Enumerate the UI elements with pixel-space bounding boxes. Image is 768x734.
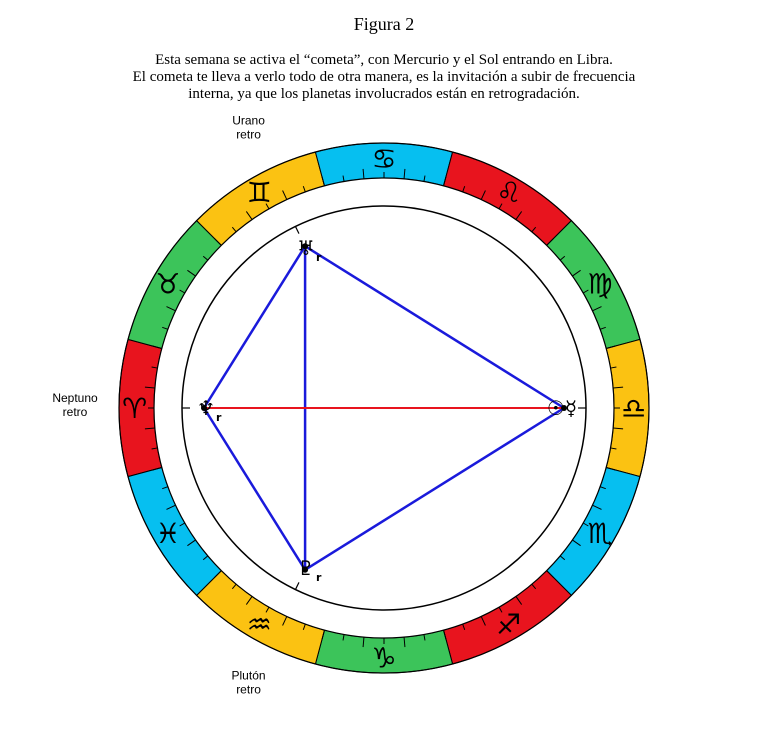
sign-glyph-icon: ♐ — [496, 608, 522, 642]
uranus-label: retro — [236, 127, 261, 142]
sun-mercury-icon: ☉☿ — [546, 396, 578, 420]
sign-glyph-icon: ♈ — [121, 392, 148, 425]
caption-line: interna, ya que los planetas involucrados están en retrogradación. — [188, 86, 580, 102]
pluto-label: Plutón — [231, 668, 266, 683]
uranus-label: Urano — [232, 113, 265, 128]
neptune-icon: ♆ — [197, 396, 215, 420]
caption-line: El cometa te lleva a verlo todo de otra manera, es la invitación a subir de frecuencia — [132, 69, 636, 85]
sign-glyph-icon: ♒ — [246, 608, 272, 642]
pluto-icon: ♇ — [297, 555, 315, 580]
neptune-label: retro — [62, 405, 88, 419]
uranus-icon: ♅ — [297, 236, 315, 261]
sign-glyph-icon: ♉ — [155, 267, 181, 301]
pluto-retro-mark: r — [315, 570, 322, 584]
caption-line: Esta semana se activa el “cometa”, con Mercurio y el Sol entrando en Libra. — [155, 52, 613, 68]
sign-glyph-icon: ♏ — [587, 516, 613, 550]
sign-glyph-icon: ♎ — [620, 392, 647, 425]
sign-glyph-icon: ♊ — [246, 175, 272, 209]
sign-glyph-icon: ♓ — [155, 516, 181, 550]
neptune-retro-mark: r — [216, 411, 222, 424]
sign-glyph-icon: ♍ — [587, 267, 613, 301]
uranus-retro-mark: r — [315, 251, 322, 265]
sign-glyph-icon: ♑ — [371, 641, 397, 675]
neptune-label: Neptuno — [52, 391, 98, 405]
sign-glyph-icon: ♌ — [496, 175, 522, 209]
figure-title: Figura 2 — [353, 14, 415, 34]
sign-glyph-icon: ♋ — [371, 142, 397, 176]
pluto-label: retro — [236, 682, 261, 697]
